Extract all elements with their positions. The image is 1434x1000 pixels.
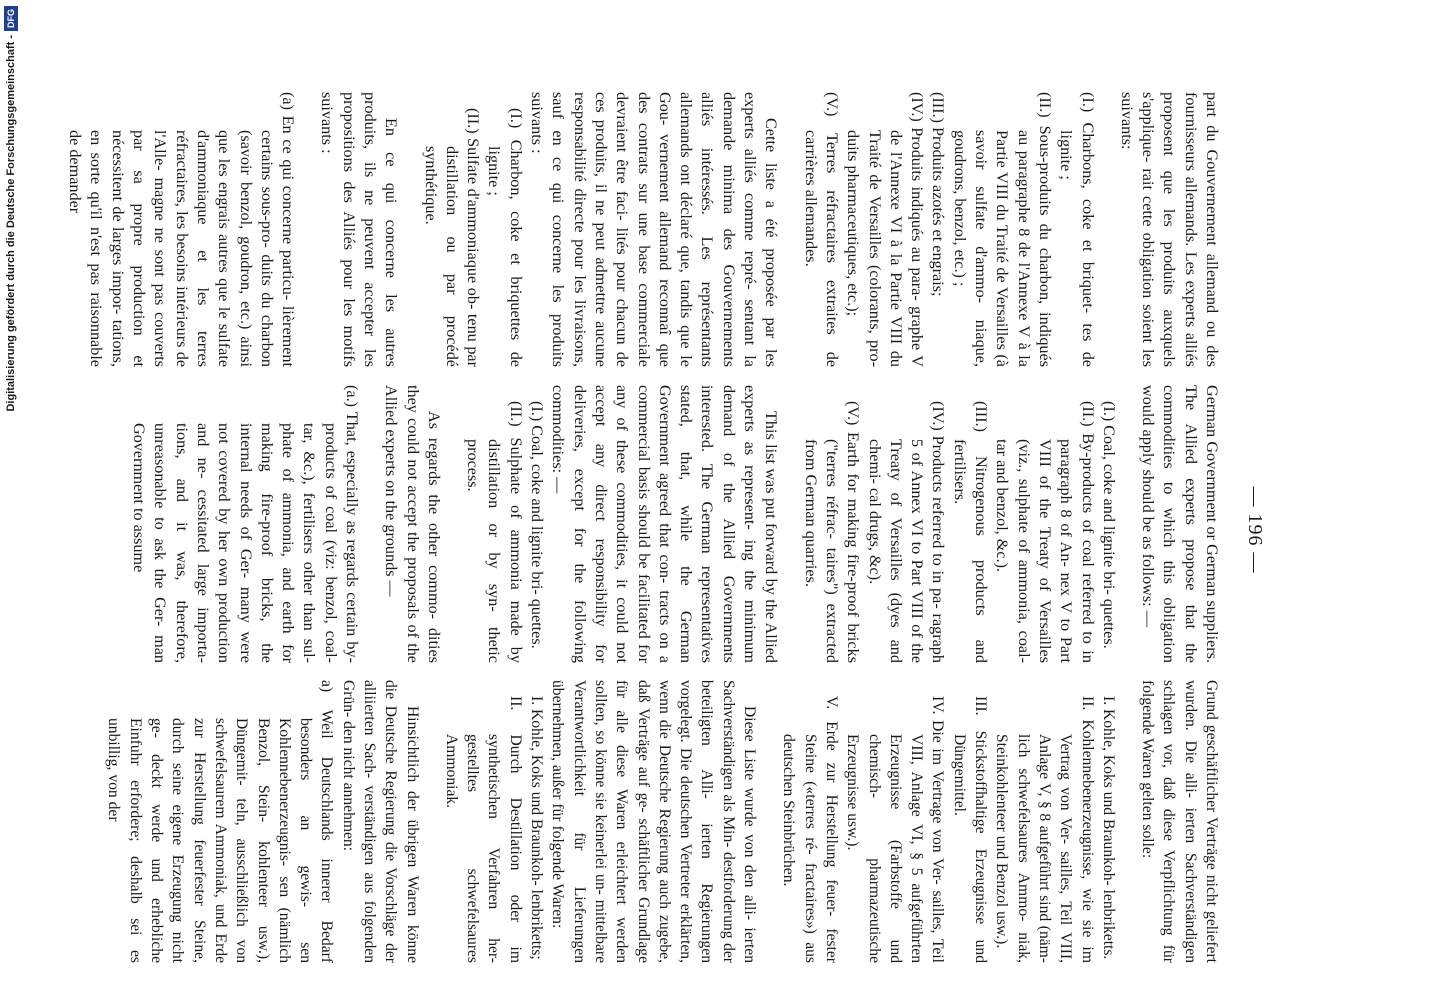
list-item: (a) En ce qui concerne particu- lièrement certains sous-pro- duits du charbon (savoir benzol, goudron, etc.) ainsi que les engrais autres que le sulfate d'ammoniaque et les terres réfractaires, les besoins intérieurs de l'Alle- magne ne sont pas couverts par sa propre production et nécessitent de larges impor- tations, en sorte qu'il n'est pas raisonnable de demander: [66, 92, 298, 367]
list-item: (I.) Charbon, coke et briquettes de lignite ;: [485, 108, 525, 367]
paragraph: German Government or German suppliers. The Allied experts propose that the commodities to which this obligation would apply should be as follows: —: [1139, 385, 1221, 663]
paragraph: En ce qui concerne les autres produits, ils ne peuvent accepter les propositions des Alliés pour les motifs suivants :: [318, 92, 401, 367]
list-item: (a.) That, especially as regards certain by-products of coal (viz: benzol, coal-tar, &c.), fertilisers other than sul- phate of ammonia, and earth for making fire-proof bricks, the internal needs of Ger- many were not covered by her own production and ne- cessitated large importa- tions, and it was, therefore, unreasonable to ask the Ger- man Government to assume: [130, 385, 362, 663]
paragraph: Grund geschäftlicher Verträge nicht geliefert wurden. Die alli- ierten Sachverständigen schlagen vor, daß diese Verpflichtung für folgende Waren gelten solle:: [1139, 680, 1220, 963]
dfg-logo: DFG: [4, 6, 18, 31]
footer-text: Digitalisierung gefördert durch die Deutsche Forschungsgemeinschaft -: [5, 35, 17, 412]
list-item: (II.) Sulphate of ammonia made by distillation or by syn- thetic process.: [464, 401, 525, 663]
list-item: (II.) Sous-produits du charbon, indiqués au paragraphe 8 de l'Annexe V à la Partie VIII du Traité de Versailles (à savoir sulfate d'ammo- niaque, goudrons, benzol, etc.) ;: [950, 92, 1054, 367]
paragraph: Hinsichtlich der übrigen Waren könne die Deutsche Regierung die Vorschläge der alliierten Sach- verständigen aus folgenden Grün- den nicht annehmen:: [339, 680, 421, 963]
list-item: V. Erde zur Herstellung feuer- fester Steine («terres ré- fractaires») aus deutschen Steinbrüchen.: [780, 696, 840, 963]
english-column: [128, 385, 1222, 663]
list-item: (III.) Nitrogenous products and fertilisers.: [950, 401, 991, 663]
list-item: I. Kohle, Koks und Braunkoh- lenbriketts;: [528, 696, 546, 960]
list-item: (III.) Produits azotés et engrais;: [929, 92, 948, 297]
list-item: (V.) Earth for making fire-proof bricks ("terres réfrac- taires") extracted from German quarries.: [801, 401, 863, 663]
paragraph: part du Gouvernement allemand ou des fournisseurs allemands. Les experts alliés proposent que les produits auxquels s'applique- rait cette obligation soient les suivants:: [1117, 92, 1221, 367]
digitization-footer: [0, 0, 22, 1000]
page-number: — 196 —: [1244, 486, 1266, 574]
list-item: IV. Die im Vertrage von Ver- sailles, Teil VIII, Anlage VI, § 5 aufgeführten Erzeugnisse (Farbstoffe und chemisch- pharmazeutische Erzeugnisse usw.).: [844, 696, 947, 963]
list-item: (I.) Charbons, coke et briquet- tes de lignite ;: [1057, 92, 1097, 367]
paragraph: As regards the other commo- dities they could not accept the proposals of the Allied experts on the grounds —: [382, 385, 443, 663]
list-item: (IV.) Products referred to in pa- ragraph 5 of Annex VI to Part VIII of the Treaty of Versailles (dyes and chemi- cal drugs, &c).: [865, 401, 948, 663]
list-item: II. Durch Destillation oder im synthetischen Verfahren her- gestelltes schwefelsaures Ammoniak.: [442, 696, 524, 963]
list-item: (I.) Coal, coke and lignite bri- quettes.: [1099, 401, 1118, 649]
list-item: (I.) Coal, coke and lignite bri- quettes.: [528, 401, 547, 649]
list-item: (II.) By-products of coal referred to in paragraph 8 of An- nex V to Part VIII of the Treaty of Versailles (viz., sulphate of ammonia, coal- tar and benzol, &c.).: [993, 401, 1097, 663]
list-item: (V.) Terres réfractaires extraites de carrières allemandes.: [801, 92, 841, 367]
french-column: [64, 92, 1222, 367]
list-item: (IV.) Produits indiqués au para- graphe V de l'Annexe VI à la Partie VIII du Traité de Versailles (colorants, pro- duits pharmaceutiques, etc.);: [844, 92, 927, 367]
list-item: a) Weil Deutschlands innerer Bedarf besonders an gewis- sen Kohlennebenerzeugnis- sen (nämlich Benzol, Stein- kohlenteer usw.), Düngemit- teln, ausschließlich von schwefelsaurem Ammoniak, und Erde zur Herstellung feuerfester Steine, durch seine eigene Erzeugung nicht ge- deckt werde und erhebliche Einfuhr erfordere; deshalb sei es unbillig, von der: [105, 680, 336, 963]
paragraph: Diese Liste wurde von den alli- ierten Sachverständigen als Min- destforderung der beteiligten Alli- ierten Regierungen vorgelegt. Die deutschen Vertreter erklärten, wenn die Deutsche Regierung auch zugebe, daß Verträge auf ge- schäftlicher Grundlage für alle diese Waren erleichtert werden sollten, so könne sie keinerlei un- mittelbare Verantwortlichkeit für Lieferungen übernehmen, außer für folgende Waren:: [549, 680, 759, 963]
list-item: III. Stickstoffhaltige Erzeugnisse und Düngemittel.: [950, 696, 990, 963]
paragraph: This list was put forward by the Allied experts as represent- ing the minimum demand of the Allied Governments interested. The German representatives stated, that, while the German Government agreed that con- tracts on a commercial basis should be facilitated for any of these commodities, it could not accept any direct responsibility for deliveries, except for the following commodities: —: [549, 385, 781, 663]
list-item: II. Kohlennebenerzeugnisse, wie sie im Vertrag von Ver- sailles, Teil VIII, Anlage V, § 8 aufgeführt sind (näm- lich schwefelsaures Ammo- niak, Steinkohlenteer und Benzol usw.).: [993, 696, 1096, 963]
list-item: I. Kohle, Koks und Braunkoh- lenbriketts.: [1099, 696, 1117, 960]
german-column: [103, 680, 1222, 963]
list-item: (II.) Sulfate d'ammoniaque ob- tenu par distillation ou par procédé synthétique.: [421, 108, 483, 367]
paragraph: Cette liste a été proposée par les experts alliés comme repré- sentant la demande minima des Gouvernements alliés intéressés. Les représentants allemands ont déclaré que, tandis que le Gou- vernement allemand reconnaî que des contrats sur une base commerciale devraient être faci- lités pour chacun de ces produits, il ne peut admettre aucune responsabilité directe pour les livraisons, sauf en ce qui concerne les produits suivants :: [528, 92, 781, 367]
